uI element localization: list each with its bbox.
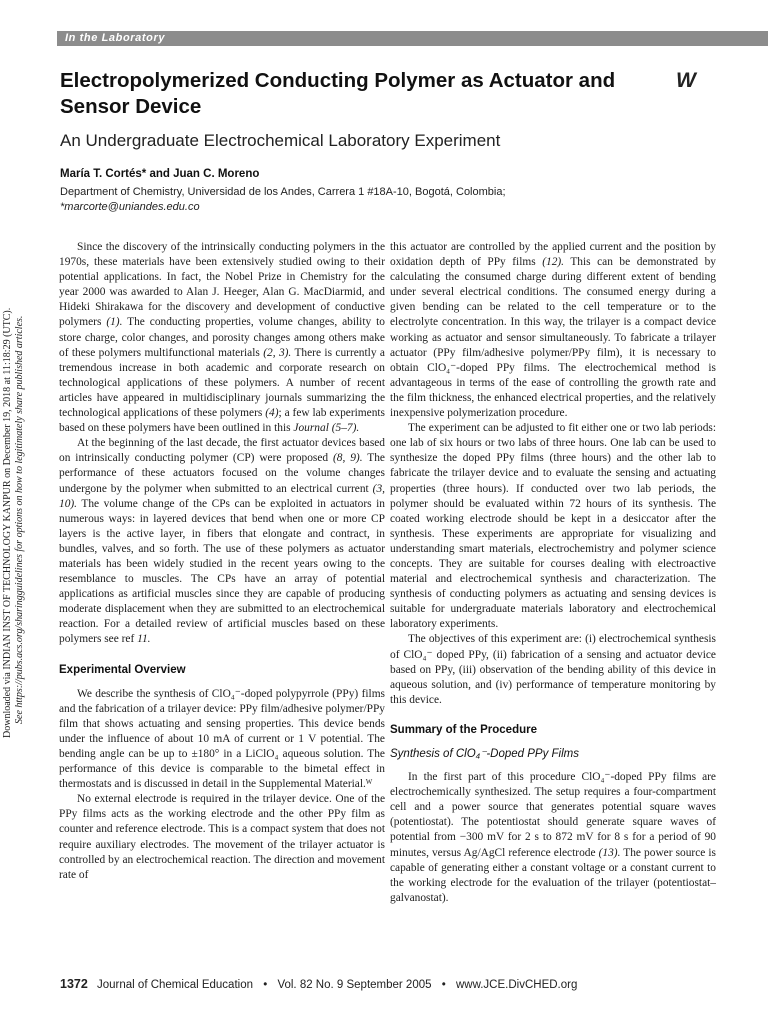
citation[interactable]: 11. (137, 633, 151, 646)
paragraph: At the beginning of the last decade, the first actuator devices based on intrinsically conducting polymer (CP) were proposed (8, 9). The performance of these actuators focused on the volume changes undergone by the polymer when submitted to an electrical current (3, 10). The volume change of the CPs can be exploited in actuators in numerous ways: in layered devices that bend when one or more CP layers is the active layer, in fibers that elongate and contract, in bundles, valves, and so forth. The use of these polymers as actuator materials has been widely studied in the recent years owing to the resemblance to muscles. The CPs have an array of potential applications as artificial muscles since they are capable of producing moderate displacement when they are submitted to an electrochemical reaction. For a detailed review of artificial muscles based on these polymers see ref 11. (59, 437, 385, 646)
paragraph: We describe the synthesis of ClO₄⁻-doped polypyrrole (PPy) films and the fabrication of a trilayer device: PPy film/adhesive polymer/PPy film that shows actuating and sensing properties. This device bends under the influence of about 10 mA of current or 1 V potential. The bending angle can be up to ±180° in a LiClO₄ aqueous solution. The performance of this device is comparable to the bimetal effect in thermostats and is discussed in detail in the Supplemental Material.ᵂ (59, 687, 385, 791)
right-column (390, 240, 716, 906)
citation[interactable]: (2, 3). (263, 346, 292, 359)
paragraph: The experiment can be adjusted to fit either one or two lab periods: one lab of six hours or two labs of three hours. One lab can be used to synthesize the doped PPy films (three hours) and the other lab to fabricate the trilayer device and to evaluate the sensing and actuating properties (three hours). If conducted over two lab periods, the polymer should be evaluated within 72 hours of its synthesis. The coated working electrode should be kept in a desiccator after the synthesis. These experiments are appropriate for visualizing and understanding smart materials, electrochemistry and polymer science concepts. They are suitable for courses dealing with electroactive material and electrochemical synthesis and characterization. The synthesis of conducting polymers as actuating and sensing devices is suitable for undergraduate materials laboratory and electrochemical laboratory experiments. (390, 422, 716, 631)
authors: María T. Cortés* and Juan C. Moreno (60, 168, 260, 180)
paragraph: No external electrode is required in the trilayer device. One of the PPy films acts as the working electrode and the other PPy film as counter and reference electrode. This is a compact system that does not require auxiliary electrodes. The movement of the trilayer actuator is controlled by an electrochemical reaction. The direction and movement rate of (59, 793, 385, 881)
page-number: 1372 (60, 977, 88, 991)
citation[interactable]: Journal (5–7). (293, 422, 360, 435)
website-link[interactable]: www.JCE.DivCHED.org (455, 979, 578, 991)
separator-dot: • (441, 979, 446, 991)
separator-dot: • (263, 979, 268, 991)
article-title: Electropolymerized Conducting Polymer as Actuator and Sensor Device (60, 69, 616, 118)
affiliation-block (60, 185, 506, 215)
journal-name: Journal of Chemical Education (97, 979, 253, 991)
paragraph: The objectives of this experiment are: (i) electrochemical synthesis of ClO₄⁻ doped PPy, (ii) fabrication of a sensing and actuator device based on PPy, (iii) observation of the bending ability of this device in aqueous solution, and (iv) performance of temperature monitoring by this device. (390, 633, 716, 706)
citation[interactable]: (12). (542, 256, 565, 269)
download-notice-line1: Downloaded via INDIAN INST OF TECHNOLOGY KANPUR on December 19, 2018 at 11:18:29 (UTC). (2, 307, 13, 738)
citation[interactable]: (3, 10). (59, 482, 385, 510)
paragraph: Since the discovery of the intrinsically conducting polymers in the 1970s, these materials have been extensively studied owing to their potential applications. In fact, the Nobel Prize in Chemistry for the year 2000 was awarded to Alan J. Heeger, Alan G. MacDiarmid, and Hideki Shirakawa for the discovery and development of conductive polymers (1). The conducting properties, volume changes, ability to store charge, color changes, and porosity changes among others make of these polymers multifunctional materials (2, 3). There is currently a tremendous increase in both academic and corporate research on technological applications of these polymers. A number of recent articles have appeared in multidisciplinary journals summarizing the technological applications of these polymers (4); a few lab experiments based on these polymers have been outlined in this Journal (5–7). (59, 241, 385, 435)
volume-info: Vol. 82 No. 9 September 2005 (277, 979, 432, 991)
affiliation: Department of Chemistry, Universidad de los Andes, Carrera 1 #18A-10, Bogotá, Colombia; (60, 186, 506, 198)
section-heading: Experimental Overview (59, 663, 186, 676)
left-column (59, 240, 385, 883)
citation[interactable]: (4) (265, 407, 279, 420)
web-material-icon: W (676, 69, 696, 92)
citation[interactable]: (8, 9). (333, 452, 363, 465)
page-footer (60, 977, 577, 991)
section-header-bar (57, 31, 768, 46)
paragraph: this actuator are controlled by the applied current and the position by oxidation depth of PPy films (12). This can be demonstrated by calculating the consumed charge during different extent of bending under several electrical conditions. The consumed energy during a given bending can be related to the cell temperature or to the electrolyte concentration. In this way, the trilayer is a compact device working as actuator and sensor simultaneously. To fabricate a trilayer actuator (PPy film/adhesive polymer/PPy film), it is necessary to obtain ClO₄⁻-doped PPy films. The electrochemical method is advantageous in terms of the ease of controlling the growth rate and the film thickness, the enhanced electrical properties, and the relatively inexpensive polymerization procedure. (390, 241, 716, 420)
download-notice-line2: See https://pubs.acs.org/sharingguidelines for options on how to legitimately share published articles. (14, 315, 25, 724)
citation[interactable]: (1). (106, 316, 123, 329)
paragraph: In the first part of this procedure ClO₄⁻-doped PPy films are electrochemically synthesized. The setup requires a four-compartment cell and a power source that generates potential square waves (potentiostat). The potentiostat should generate square waves of potential from −300 mV for 2 s to 872 mV for 8 s for a period of 90 minutes, versus Ag/AgCl reference electrode (13). The power source is capable of generating either a constant voltage or a constant current to the working electrode for the evaluation of the trilayer (potentiostat–galvanostat). (390, 771, 716, 904)
section-heading: Summary of the Procedure (390, 723, 537, 736)
section-label: In the Laboratory (65, 32, 166, 44)
author-email: *marcorte@uniandes.edu.co (60, 201, 200, 213)
subsection-heading: Synthesis of ClO₄⁻-Doped PPy Films (390, 748, 579, 760)
article-subtitle: An Undergraduate Electrochemical Laboratory Experiment (60, 131, 501, 150)
citation[interactable]: (13). (598, 846, 621, 859)
